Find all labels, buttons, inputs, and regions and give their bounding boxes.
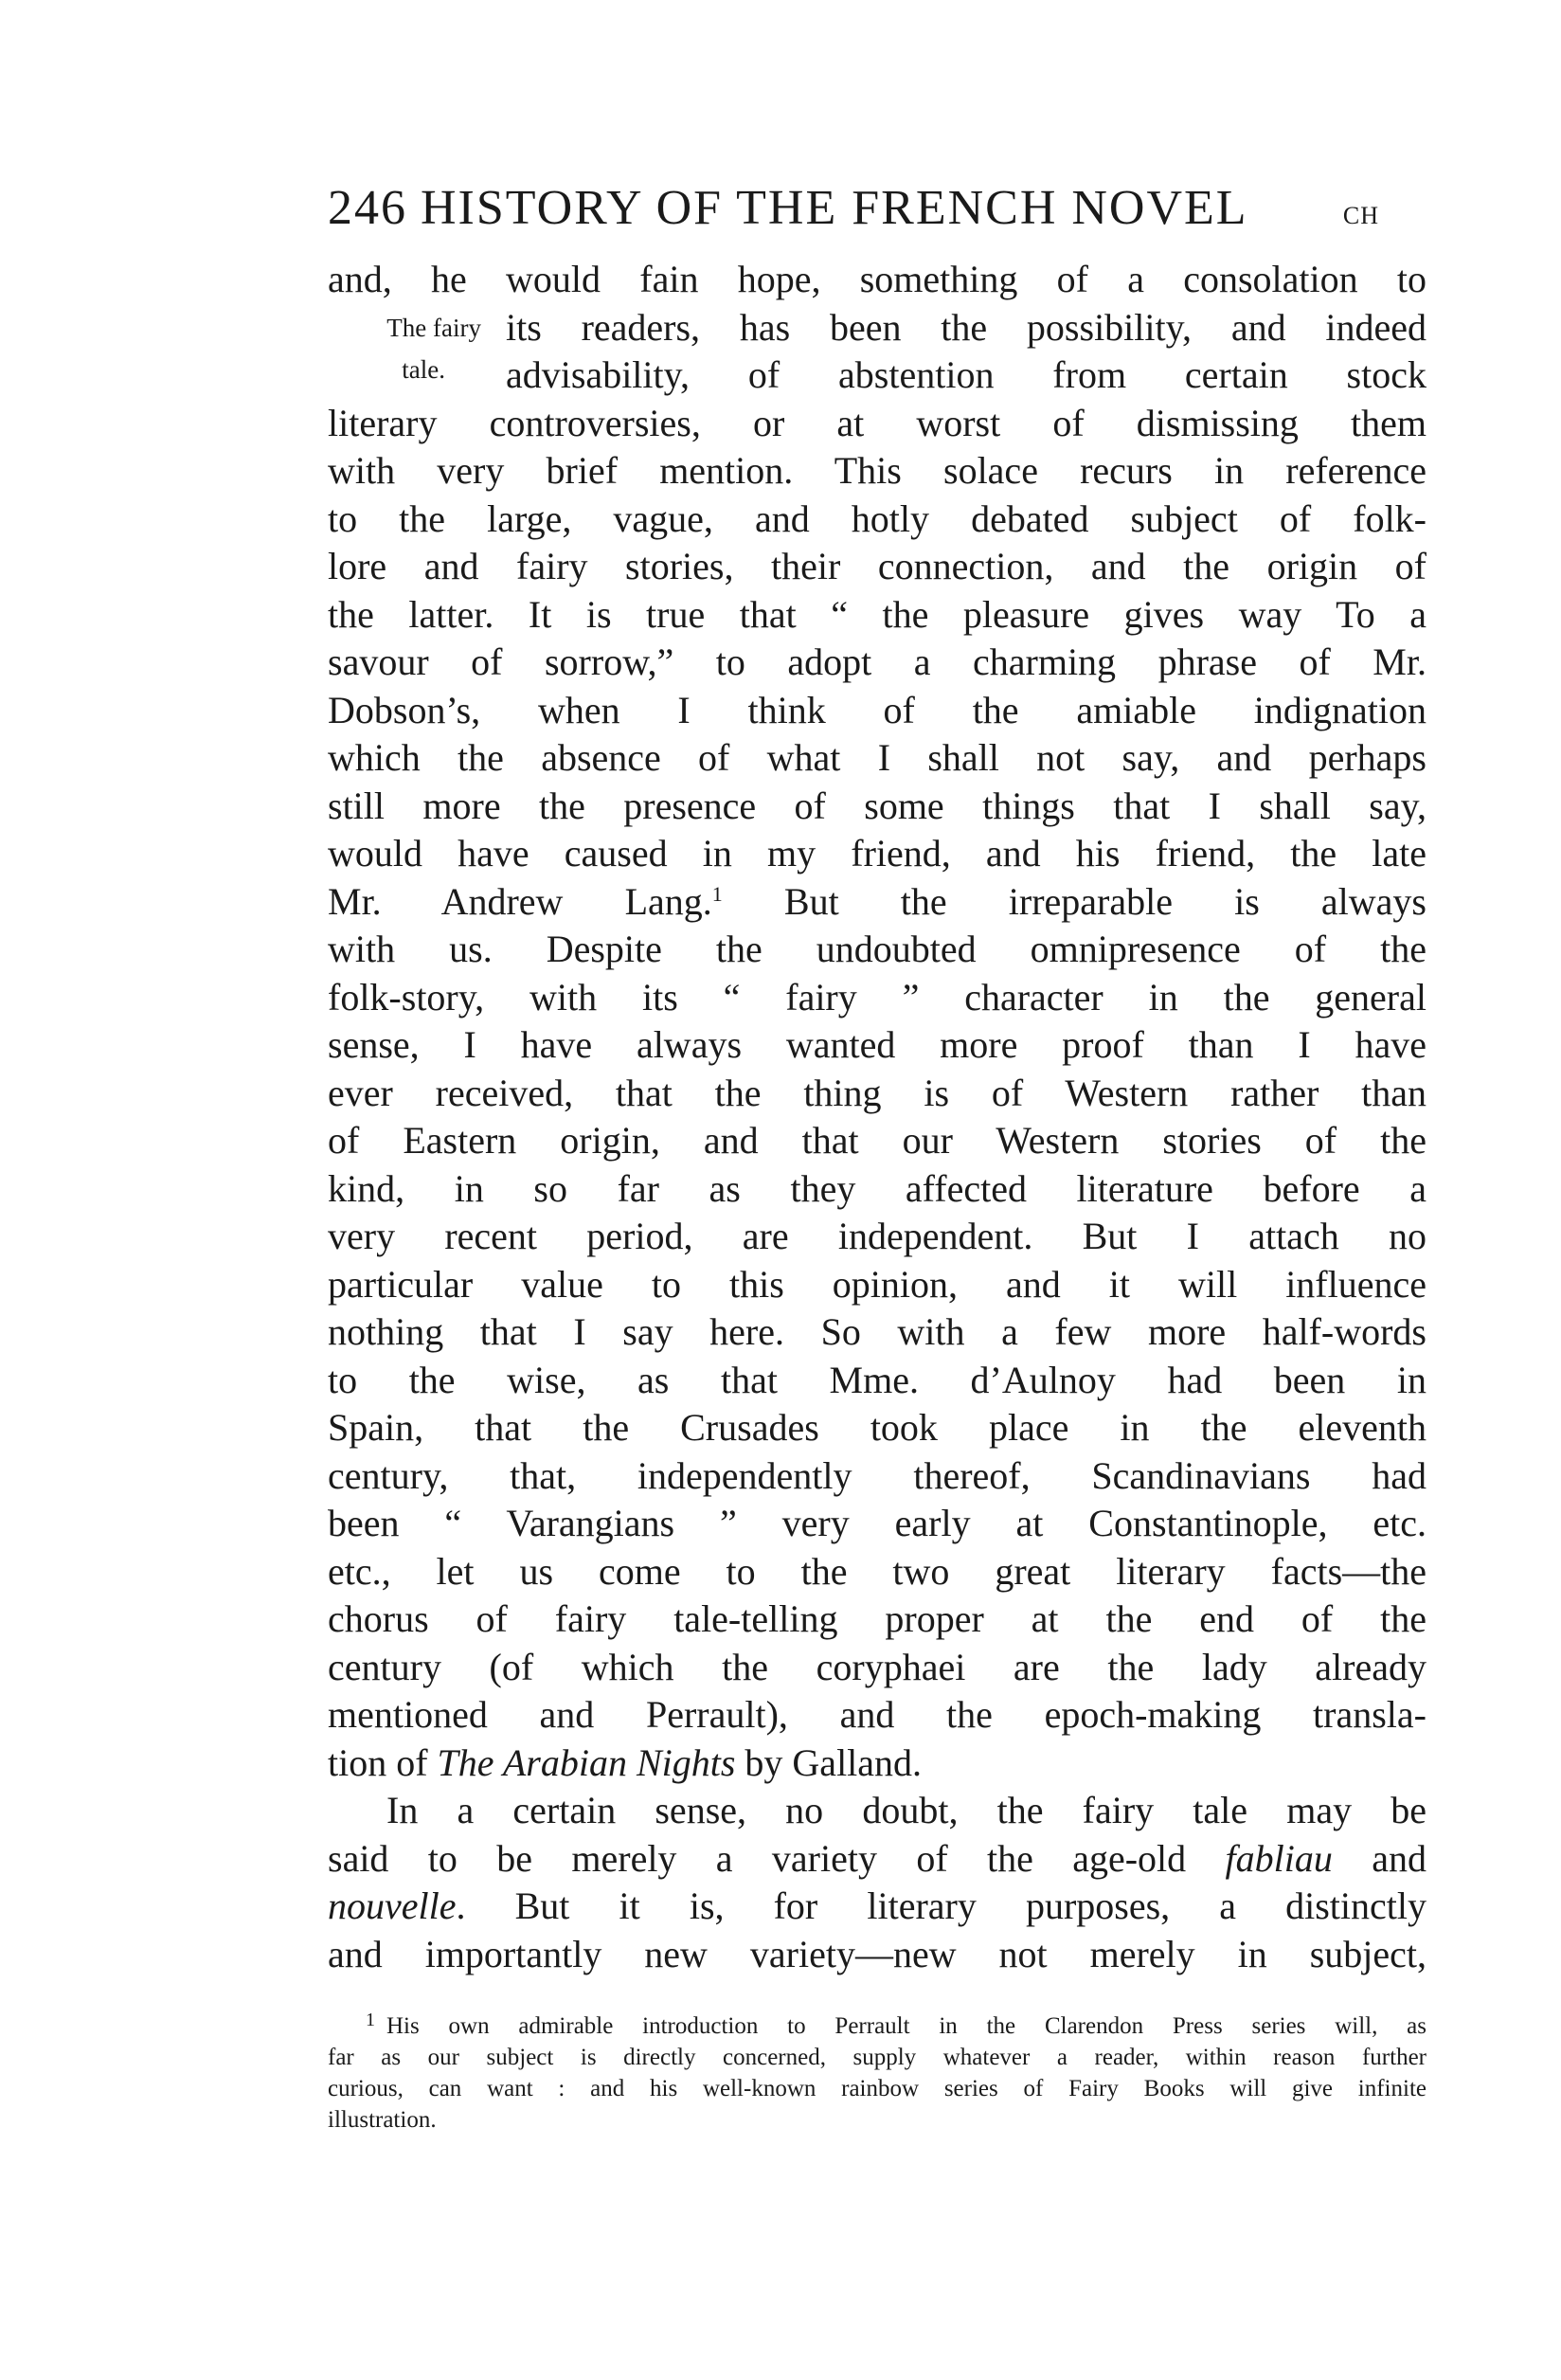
footnote-text: His own admirable introduction to Perrault in the Clarendon Press series will, as	[386, 2013, 1426, 2039]
text-line: very recent period, are independent. But I attach no	[328, 1215, 1426, 1257]
page-number: 246	[328, 181, 407, 235]
running-head	[328, 180, 1426, 243]
marginal-note-line-2: tale.	[402, 355, 445, 384]
text-line: Dobson’s, when I think of the amiable indignation	[328, 688, 1426, 731]
text-line: In a certain sense, no doubt, the fairy tale may be	[386, 1789, 1426, 1831]
text-line: advisability, of abstention from certain stock	[506, 353, 1426, 396]
running-title: HISTORY OF THE FRENCH NOVEL	[421, 181, 1248, 235]
text-line: nothing that I say here. So with a few more half-words	[328, 1310, 1426, 1353]
text-line	[328, 1835, 1426, 1884]
text-line: its readers, has been the possibility, and indeed	[506, 305, 1426, 349]
text-line: and importantly new variety—new not merely in subject,	[328, 1932, 1426, 1975]
text-line: which the absence of what I shall not say, and perhaps	[328, 736, 1426, 779]
footnote-reference: 1	[711, 881, 723, 906]
text-line: the latter. It is true that “ the pleasure gives way To a	[328, 592, 1426, 636]
text-line: would have caused in my friend, and his friend, the late	[328, 832, 1426, 874]
text-fragment: . But it is, for literary purposes, a distinctly	[456, 1884, 1426, 1927]
text-fragment: Mr. Andrew Lang.	[328, 879, 712, 923]
text-line: been “ Varangians ” very early at Constantinople, etc.	[328, 1502, 1426, 1544]
text-line: with us. Despite the undoubted omnipresence of the	[328, 928, 1426, 970]
text-line	[328, 1883, 1426, 1931]
text-line: folk-story, with its “ fairy ” character in the general	[328, 975, 1426, 1019]
text-line: Spain, that the Crusades took place in the eleventh	[328, 1406, 1426, 1449]
text-fragment: tion of	[328, 1740, 438, 1784]
text-line: ever received, that the thing is of Western rather than	[328, 1071, 1426, 1114]
text-line: savour of sorrow,” to adopt a charming phrase of Mr.	[328, 640, 1426, 683]
text-line: with very brief mention. This solace recurs in reference	[328, 449, 1426, 492]
marginal-note	[347, 307, 481, 390]
text-line	[328, 878, 1426, 927]
text-line: etc., let us come to the two great literary facts—the	[328, 1549, 1426, 1593]
footnote-line: far as our subject is directly concerned, supply whatever a reader, within reason further	[328, 2045, 1426, 2070]
text-line: particular value to this opinion, and it will influence	[328, 1262, 1426, 1306]
text-line: of Eastern origin, and that our Western stories of the	[328, 1119, 1426, 1162]
text-fragment: and	[1332, 1836, 1426, 1880]
text-line: kind, in so far as they affected literature before a	[328, 1166, 1426, 1210]
book-title: The Arabian Nights	[437, 1740, 736, 1784]
text-fragment: said to be merely a variety of the age-old	[328, 1836, 1226, 1880]
footnote-line: illustration.	[328, 2107, 437, 2133]
book-page	[328, 180, 1426, 2136]
body-text	[328, 256, 1426, 1978]
text-line: sense, I have always wanted more proof than I have	[328, 1023, 1426, 1066]
italic-term: fabliau	[1225, 1836, 1333, 1880]
text-line: century, that, independently thereof, Scandinavians had	[328, 1453, 1426, 1497]
footnote-line	[328, 2010, 1426, 2042]
text-line: mentioned and Perrault), and the epoch-making transla-	[328, 1693, 1426, 1736]
footnote-mark: 1	[366, 2010, 375, 2030]
text-line: lore and fairy stories, their connection, and the origin of	[328, 545, 1426, 587]
text-line: and, he would fain hope, something of a consolation to	[328, 258, 1426, 300]
text-line	[328, 1740, 1426, 1788]
text-line: literary controversies, or at worst of dismissing them	[328, 401, 1426, 444]
text-line: still more the presence of some things that I shall say,	[328, 784, 1426, 827]
text-line: century (of which the coryphaei are the lady already	[328, 1645, 1426, 1688]
text-fragment: by Galland.	[735, 1740, 923, 1784]
footnote-line: curious, can want : and his well-known rainbow series of Fairy Books will give infinite	[328, 2076, 1426, 2101]
text-line: to the large, vague, and hotly debated subject of folk-	[328, 496, 1426, 540]
text-line: to the wise, as that Mme. d’Aulnoy had been in	[328, 1358, 1426, 1401]
text-fragment: But the irreparable is always	[783, 879, 1426, 923]
italic-term: nouvelle	[328, 1884, 457, 1927]
chapter-abbrev: CH	[1342, 202, 1379, 229]
text-line: chorus of fairy tale-telling proper at the end of the	[328, 1597, 1426, 1640]
marginal-note-line-1: The fairy	[386, 314, 481, 342]
footnotes	[328, 2010, 1426, 2136]
